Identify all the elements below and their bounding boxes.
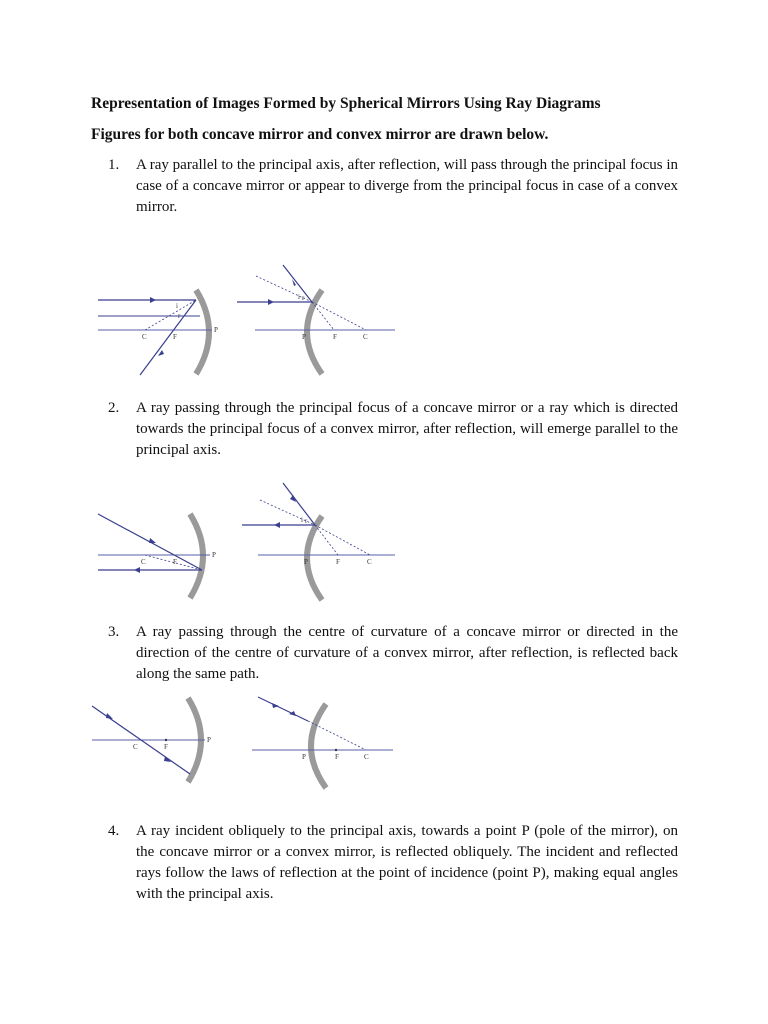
convex-mirror xyxy=(311,704,326,788)
list-item xyxy=(108,622,678,685)
concave-mirror xyxy=(190,514,203,598)
convex-mirror xyxy=(307,290,322,374)
label-c: C xyxy=(367,558,372,566)
convex-mirror-diagram-1 xyxy=(237,265,395,374)
convex-mirror-diagram-3 xyxy=(252,697,393,788)
label-f: F xyxy=(173,558,177,566)
arrow-icon xyxy=(149,538,156,543)
list-item-number: 2. xyxy=(108,400,120,416)
arrow-icon xyxy=(164,756,171,762)
label-f: F xyxy=(336,558,340,566)
list-item-text: A ray passing through the principal focus of a concave mirror or a ray which is directed towards the principal focus of a convex mirror, after reflection, will emerge parallel to the principal axis. xyxy=(136,400,678,458)
label-i: i xyxy=(298,293,300,301)
convex-mirror-diagram-2 xyxy=(242,483,395,600)
arrow-icon xyxy=(272,703,279,708)
focus-point xyxy=(335,749,337,751)
arrow-icon xyxy=(150,297,156,303)
focus-extension xyxy=(315,525,338,555)
label-c: C xyxy=(133,743,138,751)
label-p: P xyxy=(304,558,308,566)
figure-3-centre-ray xyxy=(0,690,420,800)
label-i: i xyxy=(301,516,303,524)
list-item-text: A ray parallel to the principal axis, after reflection, will pass through the principal focus in case of a concave mirror or appear to diverge from the principal focus in case of a convex mirror. xyxy=(136,157,678,215)
convex-mirror xyxy=(307,516,322,600)
list-item xyxy=(108,155,678,218)
list-item-text: A ray passing through the centre of curvature of a concave mirror or directed in the direction of the centre of curvature of a convex mirror, after reflection, is reflected back along the same path. xyxy=(136,624,678,682)
label-i: i xyxy=(176,302,178,310)
reflected-ray xyxy=(140,300,196,375)
list-item-text: A ray incident obliquely to the principal axis, towards a point P (pole of the mirror), on the concave mirror or a convex mirror, is reflected obliquely. The incident and reflected rays follow the laws of reflection at the point of incidence (point P), making equal angles with the principal axis. xyxy=(136,823,678,902)
list-item xyxy=(108,821,678,905)
list-item xyxy=(108,398,678,461)
figure-2-focus-ray xyxy=(0,478,420,608)
label-c: C xyxy=(363,333,368,341)
label-c: C xyxy=(364,753,369,761)
concave-mirror xyxy=(196,290,209,374)
label-f: F xyxy=(335,753,339,761)
normal-line xyxy=(315,525,370,555)
label-p: P xyxy=(302,333,306,341)
label-r: r xyxy=(178,312,181,320)
label-p: P xyxy=(302,753,306,761)
concave-mirror-diagram-3 xyxy=(92,698,211,782)
page-subtitle: Figures for both concave mirror and convex mirror are drawn below. xyxy=(91,126,549,143)
focus-extension xyxy=(312,302,366,330)
list-item-number: 4. xyxy=(108,823,120,839)
label-c: C xyxy=(142,333,147,341)
concave-mirror-diagram-1 xyxy=(98,290,218,375)
concave-mirror-diagram-2 xyxy=(98,514,216,598)
label-f: F xyxy=(173,333,177,341)
normal-line xyxy=(312,302,334,330)
label-p: P xyxy=(212,551,216,559)
normal-line xyxy=(145,300,196,330)
label-p: P xyxy=(214,326,218,334)
list-item-number: 3. xyxy=(108,624,120,640)
label-r: r xyxy=(302,294,305,302)
page-title: Representation of Images Formed by Spherical Mirrors Using Ray Diagrams xyxy=(91,95,601,112)
incident-ray xyxy=(283,483,315,525)
label-c: C xyxy=(141,558,146,566)
arrow-icon xyxy=(158,350,164,356)
label-f: F xyxy=(164,743,168,751)
centre-extension xyxy=(308,721,366,750)
label-p: P xyxy=(207,736,211,744)
incident-ray xyxy=(258,697,308,721)
arrow-icon xyxy=(268,299,274,305)
arrow-icon xyxy=(106,713,113,719)
label-f: F xyxy=(333,333,337,341)
arrow-icon xyxy=(134,567,140,573)
figure-1-parallel-ray xyxy=(0,250,420,380)
arrow-icon xyxy=(274,522,280,528)
list-item-number: 1. xyxy=(108,157,120,173)
focus-point xyxy=(165,739,167,741)
label-r: r xyxy=(305,517,308,525)
